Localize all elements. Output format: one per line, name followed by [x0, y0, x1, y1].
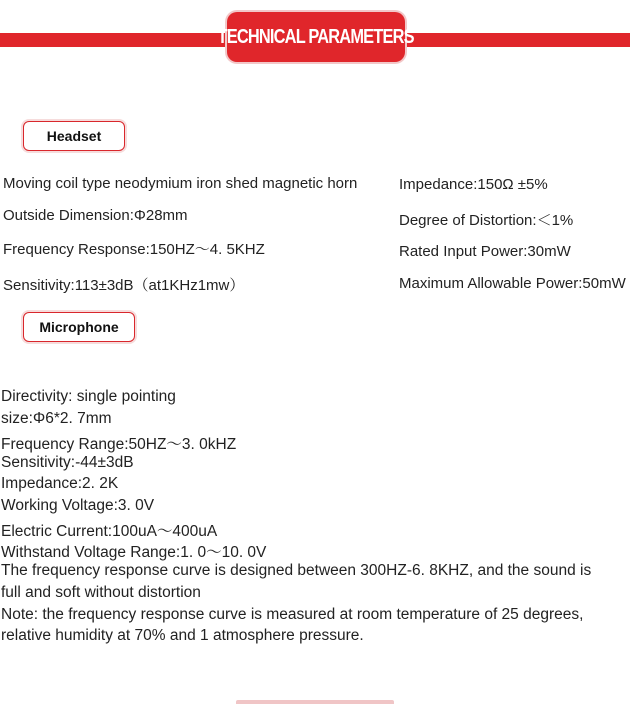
- headset-spec-distortion: Degree of Distortion:＜1%: [399, 212, 574, 229]
- title-badge: [217, 12, 415, 62]
- headset-spec-driver: Moving coil type neodymium iron shed magnetic horn: [3, 175, 358, 192]
- mic-spec-withstand-voltage: Withstand Voltage Range:1. 0～10. 0V: [1, 544, 267, 561]
- page-title: TECHNICAL PARAMETERS: [217, 25, 415, 48]
- mic-spec-directivity: Directivity: single pointing: [1, 388, 176, 405]
- mic-spec-sensitivity: Sensitivity:-44±3dB: [1, 454, 134, 471]
- microphone-label: Microphone: [39, 319, 119, 335]
- headset-spec-rated-power: Rated Input Power:30mW: [399, 243, 571, 260]
- headset-spec-dimension: Outside Dimension:Φ28mm: [3, 207, 188, 224]
- headset-label: Headset: [46, 128, 102, 144]
- mic-spec-impedance: Impedance:2. 2K: [1, 475, 119, 492]
- mic-note-measurement: Note: the frequency response curve is measured at room temperature of 25 degrees,: [1, 606, 584, 623]
- microphone-section-label: [23, 312, 135, 342]
- headset-spec-impedance: Impedance:150Ω ±5%: [399, 176, 548, 193]
- mic-spec-current: Electric Current:100uA～400uA: [1, 523, 218, 540]
- next-section-badge-edge: [236, 700, 394, 704]
- headset-section-label: [23, 121, 125, 151]
- mic-spec-size: size:Φ6*2. 7mm: [1, 410, 112, 427]
- headset-spec-sensitivity: Sensitivity:113±3dB（at1KHz1mw）: [3, 277, 245, 294]
- mic-note-measurement-cont: relative humidity at 70% and 1 atmosphere pressure.: [1, 627, 364, 644]
- headset-spec-frequency: Frequency Response:150HZ～4. 5KHZ: [3, 241, 265, 258]
- mic-spec-working-voltage: Working Voltage:3. 0V: [1, 497, 155, 514]
- headset-spec-max-power: Maximum Allowable Power:50mW: [399, 275, 626, 292]
- mic-note-frequency-curve-cont: full and soft without distortion: [1, 584, 201, 601]
- mic-spec-frequency-range: Frequency Range:50HZ～3. 0kHZ: [1, 436, 237, 453]
- mic-note-frequency-curve: The frequency response curve is designed between 300HZ-6. 8KHZ, and the sound is: [1, 562, 592, 579]
